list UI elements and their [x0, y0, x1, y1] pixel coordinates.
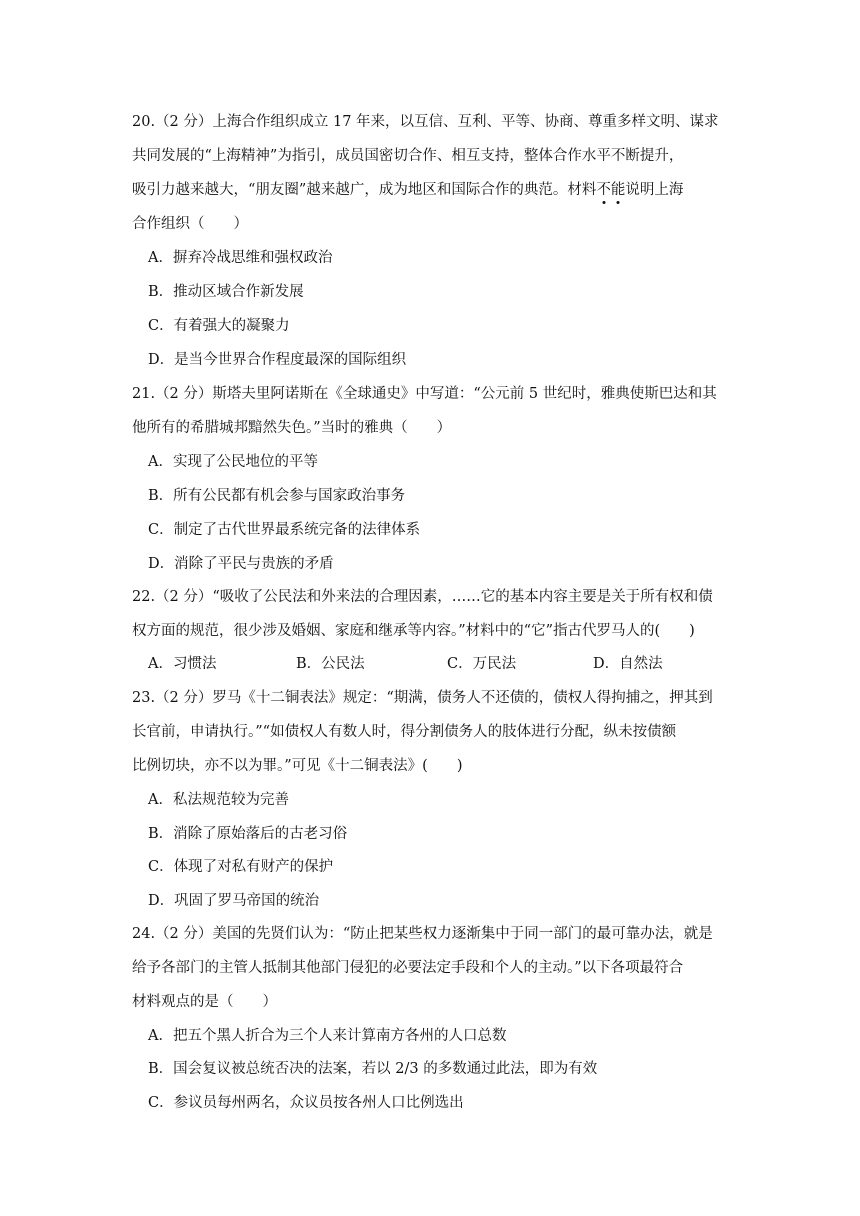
q20-option-b[interactable]: B．推动区域合作新发展	[148, 284, 304, 300]
q20-option-a[interactable]: A．摒弃冷战思维和强权政治	[148, 250, 333, 266]
q24-option-b[interactable]: B．国会复议被总统否决的法案，若以 2/3 的多数通过此法，即为有效	[148, 1061, 598, 1077]
q20-stem-line-1: 20.（2 分）上海合作组织成立 17 年来，以互信、互利、平等、协商、尊重多样文明、谋求	[132, 114, 719, 130]
q21-option-a[interactable]: A．实现了公民地位的平等	[148, 454, 318, 470]
q23-option-c[interactable]: C．体现了对私有财产的保护	[148, 859, 334, 875]
q24-option-c[interactable]: C．参议员每州两名，众议员按各州人口比例选出	[148, 1095, 464, 1111]
q21-option-b[interactable]: B．所有公民都有机会参与国家政治事务	[148, 488, 406, 504]
q20-stem-line-4: 合作组织（ ）	[132, 216, 248, 232]
q20-stem-line-3	[132, 180, 732, 200]
q22-stem-line-2: 权方面的规范，很少涉及婚姻、家庭和继承等内容。”材料中的“它”指古代罗马人的( )	[132, 623, 695, 639]
emphasis-dot	[617, 201, 620, 204]
q24-stem-line-1: 24.（2 分）美国的先贤们认为：“防止把某些权力逐渐集中于同一部门的最可靠办法，就是	[132, 926, 713, 942]
q21-stem-line-2: 他所有的希腊城邦黯然失色。”当时的雅典（ ）	[132, 420, 452, 436]
q21-option-c[interactable]: C．制定了古代世界最系统完备的法律体系	[148, 522, 421, 538]
q22-option-b[interactable]: B．公民法	[296, 656, 365, 672]
q22-stem-line-1: 22.（2 分）“吸收了公民法和外来法的合理因素，……它的基本内容主要是关于所有权和债	[132, 589, 713, 605]
q20-option-c[interactable]: C．有着强大的凝聚力	[148, 318, 290, 334]
q23-stem-line-3: 比例切块，亦不以为罪。”可见《十二铜表法》( )	[132, 758, 463, 774]
q22-option-d[interactable]: D．自然法	[593, 656, 663, 672]
q24-stem-line-2: 给予各部门的主管人抵制其他部门侵犯的必要法定手段和个人的主动。”以下各项最符合	[132, 960, 684, 976]
q20-stem-line-2: 共同发展的“上海精神”为指引，成员国密切合作、相互支持，整体合作水平不断提升，	[132, 148, 684, 164]
q20-emphasis-word: 不能	[596, 182, 626, 198]
q22-option-c[interactable]: C．万民法	[447, 656, 517, 672]
q23-stem-line-2: 长官前，申请执行。”“如债权人有数人时，得分割债务人的肢体进行分配，纵未按债额	[132, 724, 677, 740]
q23-option-b[interactable]: B．消除了原始落后的古老习俗	[148, 826, 348, 842]
emphasis-dot	[602, 201, 605, 204]
q23-stem-line-1: 23.（2 分）罗马《十二铜表法》规定：“期满，债务人不还债的，债权人得拘捕之，押其到	[132, 690, 713, 706]
q20-emphasis-text	[596, 182, 625, 198]
q20-stem-line-3-text: 吸引力越来越大，“朋友圈”越来越广，成为地区和国际合作的典范。材料	[132, 182, 597, 198]
q20-stem-line-3-tail: 说明上海	[625, 182, 684, 198]
q23-option-d[interactable]: D．巩固了罗马帝国的统治	[148, 893, 320, 909]
q22-option-a[interactable]: A．习惯法	[148, 656, 217, 672]
q21-option-d[interactable]: D．消除了平民与贵族的矛盾	[148, 556, 334, 572]
q23-option-a[interactable]: A．私法规范较为完善	[148, 792, 289, 808]
q24-option-a[interactable]: A．把五个黑人折合为三个人来计算南方各州的人口总数	[148, 1028, 507, 1044]
q21-stem-line-1: 21.（2 分）斯塔夫里阿诺斯在《全球通史》中写道：“公元前 5 世纪时，雅典使斯巴达和其	[132, 386, 717, 402]
q20-option-d[interactable]: D．是当今世界合作程度最深的国际组织	[148, 352, 407, 368]
q24-stem-line-3: 材料观点的是（ ）	[132, 994, 277, 1010]
